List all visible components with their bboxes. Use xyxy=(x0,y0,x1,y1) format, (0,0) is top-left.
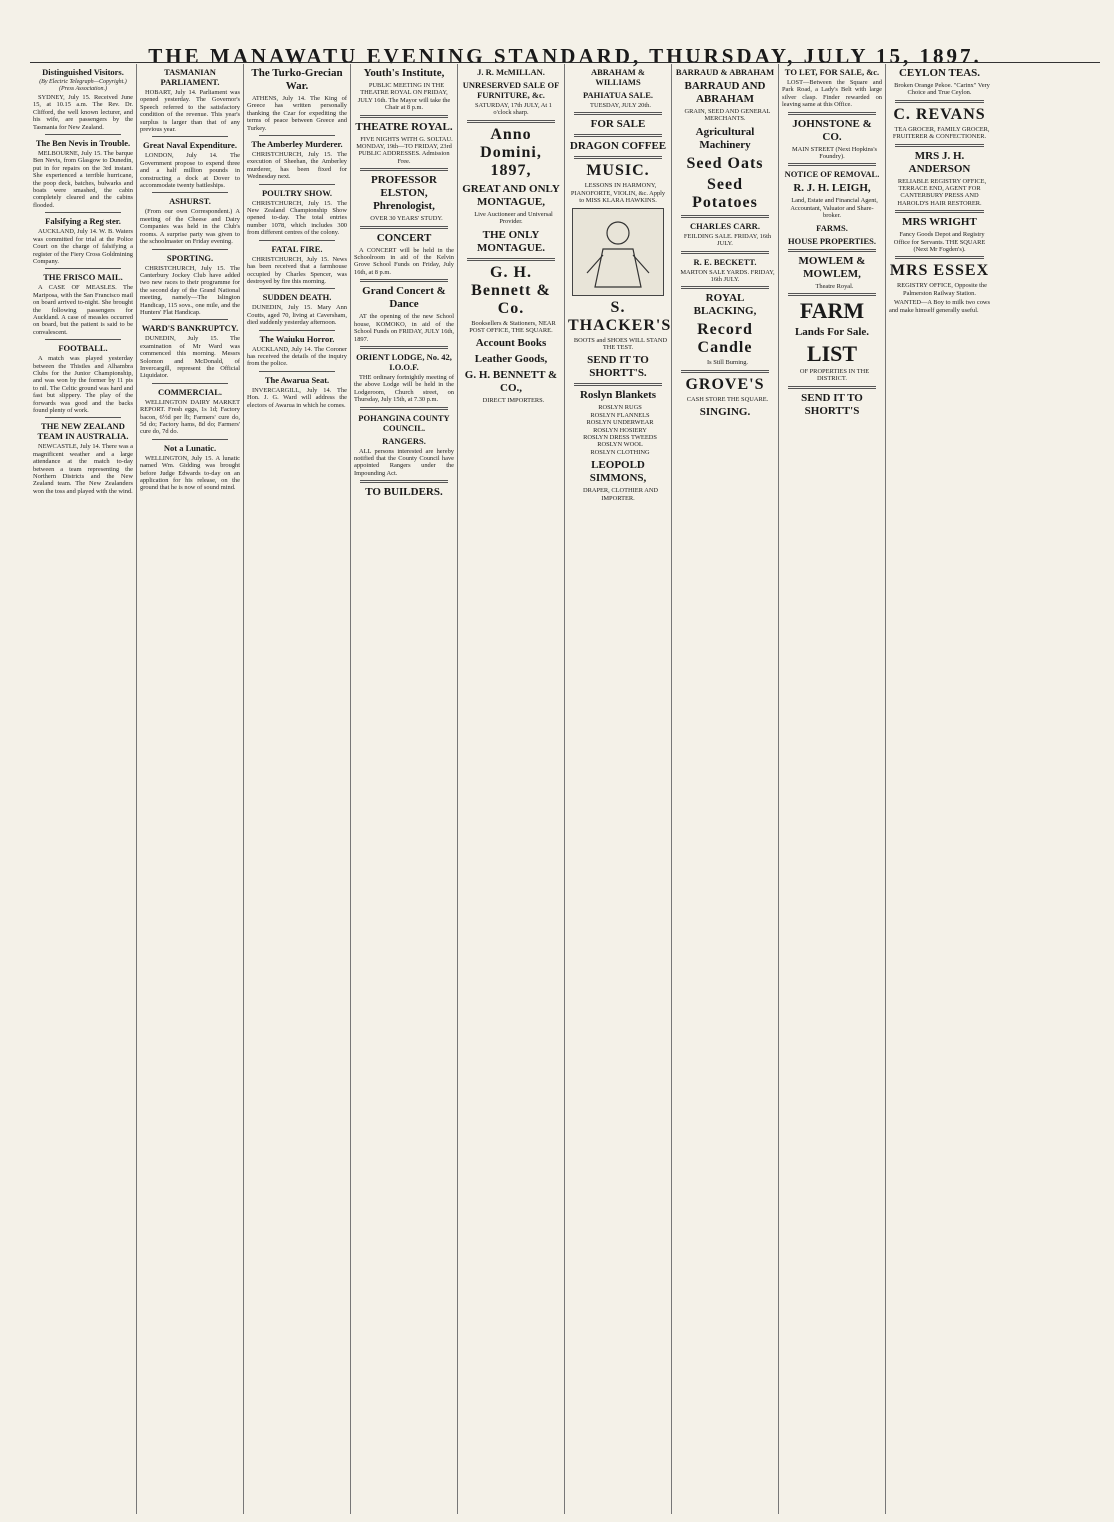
column-9 xyxy=(886,64,993,1514)
divider xyxy=(895,144,984,147)
advert-heading: Seed Oats xyxy=(686,154,764,172)
headline: The Awarua Seat. xyxy=(264,374,330,385)
list-item: ROSLYN CLOTHING xyxy=(590,448,650,456)
divider xyxy=(152,192,228,193)
advert-heading: GREAT AND ONLY MONTAGUE, xyxy=(462,182,560,208)
advert-heading: Roslyn Blankets xyxy=(579,389,657,402)
advert-text: Theatre Royal. xyxy=(815,282,854,290)
advert-heading: THEATRE ROYAL. xyxy=(355,120,453,133)
advert-text: REGISTRY OFFICE, Opposite the Palmerston Railway Station. xyxy=(897,282,987,297)
advert-heading: RANGERS. xyxy=(382,435,426,446)
column-1 xyxy=(30,64,137,1514)
advert-heading: FARM xyxy=(799,298,865,324)
advert-illustration xyxy=(572,208,664,296)
advert-text: WANTED—A Boy to milk two cows and make himself generally useful. xyxy=(889,299,990,314)
divider xyxy=(788,163,876,166)
advert-heading: TO LET, FOR SALE, &c. xyxy=(784,67,880,77)
article-text: AUCKLAND, July 14. The Coroner has received the details of the inquiry from the police. xyxy=(247,345,347,368)
figure-illustration xyxy=(573,209,663,295)
divider xyxy=(152,249,228,250)
advert-text: Booksellers & Stationers, NEAR POST OFFICE, THE SQUARE. xyxy=(469,319,556,335)
advert-text: MARTON SALE YARDS. FRIDAY, 16th JULY. xyxy=(680,268,775,284)
divider xyxy=(574,156,662,159)
list-item: ROSLYN RUGS xyxy=(598,404,642,412)
article-text: AUCKLAND, July 14. W. B. Waters was committed for trial at the Police Court on the charge of falsifying a register of the Fiery Cross Goldmining Company. xyxy=(33,228,133,265)
advert-heading: Anno Domini, 1897, xyxy=(480,125,542,179)
advert-heading: G. H. Bennett & Co. xyxy=(471,263,551,317)
advert-heading: Youth's Institute, xyxy=(363,67,445,79)
advert-text: SATURDAY, 17th JULY, At 1 o'clock sharp. xyxy=(474,102,552,117)
advert-text: THE ordinary fortnightly meeting of the above Lodge will be held in the Lodgeroom, Church street, on Thursday, July 15th, at 7.30 p.m. xyxy=(354,373,454,404)
advert-text: Live Auctioneer and Universal Provider. xyxy=(474,210,553,226)
list-item: ROSLYN FLANNELS xyxy=(590,411,650,419)
list-item: ROSLYN WOOL xyxy=(597,441,643,449)
advert-text: PUBLIC MEETING IN THE THEATRE ROYAL ON FRIDAY, JULY 16th. The Mayor will take the Chair at 8 p.m. xyxy=(357,82,451,112)
advert-heading: SEND IT TO SHORTT'S. xyxy=(587,354,649,380)
headline: Not a Lunatic. xyxy=(163,442,217,453)
divider xyxy=(360,346,448,349)
advert-heading: Account Books xyxy=(475,337,547,350)
divider xyxy=(574,383,662,386)
list-item: ROSLYN HOSIERY xyxy=(593,426,647,434)
advert-heading: CHARLES CARR. xyxy=(690,220,760,231)
advert-text: ALL persons interested are hereby notified that the County Council have appointed Rangers under the Impounding Act. xyxy=(354,447,454,477)
divider xyxy=(788,293,876,296)
headline: The Turko-Grecian War. xyxy=(251,67,343,92)
advert-heading: POHANGINA COUNTY COUNCIL. xyxy=(358,412,450,433)
divider xyxy=(45,212,121,213)
advert-text: LOST—Between the Square and Park Road, a Lady's Belt with large silver clasp. Finder rewarded on leaving same at this Office. xyxy=(782,79,882,109)
column-8 xyxy=(779,64,886,1514)
article-text: CHRISTCHURCH, July 15. The execution of Sheehan, the Amberley murderer, has been fixed for Wednesday next. xyxy=(247,151,347,181)
divider xyxy=(360,226,448,229)
headline: THE NEW ZEALAND TEAM IN AUSTRALIA. xyxy=(37,421,129,442)
advert-text: TUESDAY, JULY 20th. xyxy=(590,102,651,109)
divider xyxy=(681,370,769,373)
advert-heading: G. H. BENNETT & CO., xyxy=(464,369,558,395)
advert-text: MAIN STREET (Next Hopkins's Foundry). xyxy=(792,145,877,161)
advert-heading: MOWLEM & MOWLEM, xyxy=(798,254,866,280)
advert-text: FEILDING SALE. FRIDAY, 16th JULY. xyxy=(683,232,772,248)
advert-text: BOOTS and SHOES WILL STAND THE TEST. xyxy=(573,336,668,352)
divider xyxy=(259,240,335,241)
headline: WARD'S BANKRUPTCY. xyxy=(141,323,239,334)
advert-heading: PAHIATUA SALE. xyxy=(582,90,654,100)
advert-text: DRAPER, CLOTHIER AND IMPORTER. xyxy=(582,487,659,502)
divider xyxy=(895,210,984,213)
advert-heading: UNRESERVED SALE OF FURNITURE, &c. xyxy=(462,80,560,100)
article-text: LONDON, July 14. The Government propose to expend three and a half million pounds in constructing a dock at Dover to accommodate twenty battleships. xyxy=(140,152,240,190)
subhead: (By Electric Telegraph—Copyright.) (Press Association.) xyxy=(39,79,127,92)
divider xyxy=(574,134,662,137)
article-text: DUNEDIN, July 15. The examination of Mr Ward was commenced this morning. Messrs Solomon and McDonald, of Invercargill, represent the Official Liquidator. xyxy=(140,335,240,380)
advert-text: OF PROPERTIES IN THE DISTRICT. xyxy=(799,368,870,383)
headline: The Amberley Murderer. xyxy=(251,139,343,150)
article-text: SYDNEY, July 15. Received June 15, at 10.15 a.m. The Rev. Dr. Clifford, the well known lecturer, and his wife, are passengers by the Tasmania for New Zealand. xyxy=(33,94,133,131)
advert-text: RELIABLE REGISTRY OFFICE, TERRACE END, AGENT FOR CANTERBURY PRESS AND HAROLD'S HAIR RESTORER. xyxy=(897,177,987,207)
advert-text: GRAIN, SEED AND GENERAL MERCHANTS. xyxy=(684,108,771,123)
advert-heading: DRAGON COFFEE xyxy=(569,140,667,153)
advert-heading: LEOPOLD SIMMONS, xyxy=(589,459,647,485)
article-text: INVERCARGILL, July 14. The Hon. J. G. Ward will address the electors of Awarua in which he comes. xyxy=(247,386,347,409)
masthead: THE MANAWATU EVENING STANDARD, THURSDAY, JULY 15, 1897. xyxy=(148,44,982,68)
article-text: WELLINGTON, July 15. A lunatic named Wm. Gidding was brought before Judge Edwards to-day on an application for his release, on the ground that he is now of sound mind. xyxy=(140,454,240,492)
advert-heading: THE ONLY MONTAGUE. xyxy=(477,228,545,254)
article-text: A match was played yesterday between the Thistles and Alhambra Clubs for the Junior Championship, and was won by the former by 11 pts to nil. The Celtic ground was hard and fast but slippery. The play of the forwards was good and the backs found plenty of work. xyxy=(33,355,133,414)
column-5 xyxy=(458,64,565,1514)
advert-text: A CONCERT will be held in the Schoolroom in aid of the Kelvin Grove School Funds on Friday, July 16th, at 8 p.m. xyxy=(354,246,454,276)
divider xyxy=(45,134,121,135)
divider xyxy=(360,480,448,483)
article-text: DUNEDIN, July 15. Mary Ann Coutts, aged 70, living at Caversham, died suddenly yesterday afternoon. xyxy=(247,304,347,327)
article-text: (From our own Correspondent.) A meeting of the Cheese and Dairy Companies was held in the Club's rooms. A surprise party was given to the schoolmaster on Friday evening. xyxy=(140,208,240,246)
headline: The Waiuku Horror. xyxy=(259,333,335,344)
headline: TASMANIAN PARLIAMENT. xyxy=(160,67,220,87)
advert-text: CASH STORE THE SQUARE. xyxy=(686,395,769,403)
divider xyxy=(467,258,555,261)
headline: POULTRY SHOW. xyxy=(261,187,333,198)
advert-text: Broken Orange Pekoe. "Carinx" Very Choice and True Ceylon. xyxy=(894,82,990,97)
divider xyxy=(360,407,448,410)
divider xyxy=(895,100,984,103)
article-text: CHRISTCHURCH, July 15. The New Zealand Championship Show opened to-day. The total entries number 1078, which includes 300 from different centres of the colony. xyxy=(247,199,347,237)
headline: THE FRISCO MAIL. xyxy=(43,272,123,283)
advert-heading: R. J. H. LEIGH, xyxy=(793,182,871,195)
column-2 xyxy=(137,64,244,1514)
advert-heading: TO BUILDERS. xyxy=(365,486,443,499)
divider xyxy=(788,112,876,115)
article-text: HOBART, July 14. Parliament was opened yesterday. The Governor's Speech referred to the satisfactory condition of the revenue. This year's surplus is larger than that of any previous year. xyxy=(140,89,240,134)
divider xyxy=(895,256,984,259)
divider xyxy=(152,319,228,320)
article-text: MELBOURNE, July 15. The barque Ben Nevis, from Glasgow to Dunedin, put in for repairs on the 3rd instant. She experienced a terrible hurricane, the poop deck, batches, bulwarks and boats were smashed, the cabin completely cleared and the cabins flooded. xyxy=(33,150,133,209)
article-text: NEWCASTLE, July 14. There was a magnificent weather and a large attendance at the match to-day between a team representing the Northern Districts and the New Zealand team. The New Zealanders won the toss and played with the wind. xyxy=(33,443,133,495)
columns xyxy=(30,64,1100,1514)
advert-text: Fancy Goods Depot and Registry Office for Servants. THE SQUARE (Next Mr Fogden's). xyxy=(893,231,986,254)
headline: Great Naval Expenditure. xyxy=(143,140,237,151)
column-7 xyxy=(672,64,779,1514)
divider xyxy=(467,120,555,123)
advert-text: FIVE NIGHTS WITH G. SOLTAU. MONDAY, 19th—TO FRIDAY, 23rd PUBLIC ADDRESSES. Admission Free. xyxy=(356,135,453,165)
advert-heading: Grand Concert & Dance xyxy=(362,285,446,311)
advert-heading: GROVE'S xyxy=(685,375,765,393)
advert-heading: MUSIC. xyxy=(586,162,650,180)
advert-heading: HOUSE PROPERTIES. xyxy=(787,235,877,246)
article-text: CHRISTCHURCH, July 15. The Canterbury Jockey Club have added two new races to their programme for the second day of the Grand National meeting, namely—The Islington Handicap, 115 sovs., one mile, and the Hunters' Flat Handicap. xyxy=(140,264,240,316)
divider xyxy=(681,286,769,289)
headline: Distinguished Visitors. xyxy=(42,67,124,77)
divider xyxy=(574,112,662,115)
headline: COMMERCIAL. xyxy=(158,386,222,397)
divider xyxy=(152,439,228,440)
column-6 xyxy=(565,64,672,1514)
divider xyxy=(259,371,335,372)
divider xyxy=(681,215,769,218)
divider xyxy=(360,168,448,171)
advert-text: OVER 30 YEARS' STUDY. xyxy=(370,215,443,223)
article-text: ATHENS, July 14. The King of Greece has written personally thanking the Czar for expediting the terms of peace between Greece and Turkey. xyxy=(247,95,347,132)
divider xyxy=(259,330,335,331)
divider xyxy=(788,386,876,389)
advert-text: DIRECT IMPORTERS. xyxy=(482,397,545,405)
advert-text: TEA GROCER, FAMILY GROCER, FRUITERER & CONFECTIONER. xyxy=(892,125,990,141)
headline: FATAL FIRE. xyxy=(271,243,323,254)
advert-heading: Record Candle xyxy=(697,321,753,357)
list-item: ROSLYN UNDERWEAR xyxy=(586,419,654,427)
headline: FOOTBALL. xyxy=(58,343,108,354)
advert-heading: LIST xyxy=(806,341,858,367)
advert-heading: MRS J. H. ANDERSON xyxy=(908,149,971,175)
advert-heading: MRS ESSEX xyxy=(889,262,990,280)
article-text: CHRISTCHURCH, July 15. News has been received that a farmhouse occupied by Charles Spencer, was destroyed by fire this morning. xyxy=(247,255,347,285)
advert-heading: ORIENT LODGE, No. 42, I.O.O.F. xyxy=(356,351,452,372)
divider xyxy=(45,339,121,340)
advert-heading: FARMS. xyxy=(816,222,848,233)
divider xyxy=(681,251,769,254)
advert-heading: Leather Goods, xyxy=(474,353,548,366)
advert-text: AT the opening of the new School house, KOMOKO, in aid of the School Funds on FRIDAY, JULY 16th, 1897. xyxy=(354,313,454,343)
advert-heading: MRS WRIGHT xyxy=(902,216,977,229)
advert-heading: Seed Potatoes xyxy=(692,175,758,211)
advert-heading: FOR SALE xyxy=(590,118,646,131)
advert-heading: SINGING. xyxy=(699,406,751,419)
headline: SPORTING. xyxy=(166,252,214,263)
advert-heading: BARRAUD & ABRAHAM xyxy=(675,67,775,77)
advert-text: LESSONS IN HARMONY, PIANOFORTE, VIOLIN, &c. Apply to MISS KLARA HAWKINS. xyxy=(570,182,666,205)
divider xyxy=(360,279,448,282)
advert-heading: Lands For Sale. xyxy=(794,326,870,339)
divider xyxy=(45,268,121,269)
advert-heading: C. REVANS xyxy=(893,105,986,123)
divider xyxy=(360,115,448,118)
advert-heading: SEND IT TO SHORTT'S xyxy=(801,391,863,417)
headline: Falsifying a Reg ster. xyxy=(45,216,121,227)
advert-text: Is Still Burning. xyxy=(706,359,748,367)
roslyn-list xyxy=(572,404,668,456)
advert-heading: R. E. BECKETT. xyxy=(693,256,757,267)
advert-heading: JOHNSTONE & CO. xyxy=(792,117,872,143)
advert-heading: CONCERT xyxy=(376,231,432,244)
divider xyxy=(259,184,335,185)
advert-heading: Agricultural Machinery xyxy=(695,125,755,151)
advert-heading: S. THACKER'S xyxy=(568,298,672,334)
column-3 xyxy=(244,64,351,1514)
divider xyxy=(259,288,335,289)
divider xyxy=(259,135,335,136)
article-text: WELLINGTON DAIRY MARKET REPORT. Fresh eggs, 1s 1d; Factory bacon, 6½d per lb; Farmers' cure do, 5d do; Factory hams, 8d do; Farmers' cure do, 7d do. xyxy=(140,398,240,436)
divider xyxy=(788,249,876,252)
list-item: ROSLYN DRESS TWEEDS xyxy=(583,434,657,442)
divider xyxy=(152,136,228,137)
headline: ASHURST. xyxy=(169,196,211,207)
advert-heading: PROFESSOR ELSTON, Phrenologist, xyxy=(370,174,437,213)
advert-heading: ROYAL BLACKING, xyxy=(693,292,757,318)
advert-heading: CEYLON TEAS. xyxy=(898,67,981,79)
column-4 xyxy=(351,64,458,1514)
headline: The Ben Nevis in Trouble. xyxy=(35,138,131,149)
divider xyxy=(152,383,228,384)
article-text: A CASE OF MEASLES. The Mariposa, with the San Francisco mail on board arrived to-night. She brought the following passengers for Auckland. A case of measles occurred on board, but the patient is said to be convalescent. xyxy=(33,284,133,336)
advert-heading: BARRAUD AND ABRAHAM xyxy=(684,80,766,105)
headline: SUDDEN DEATH. xyxy=(262,292,332,303)
advert-heading: NOTICE OF REMOVAL. xyxy=(784,169,880,180)
advert-text: Land, Estate and Financial Agent, Accountant, Valuator and Share-broker. xyxy=(790,197,878,220)
advert-heading: J. R. McMILLAN. xyxy=(477,67,545,77)
divider xyxy=(45,417,121,418)
masthead-rule xyxy=(30,62,1100,63)
advert-heading: ABRAHAM & WILLIAMS xyxy=(590,67,646,87)
